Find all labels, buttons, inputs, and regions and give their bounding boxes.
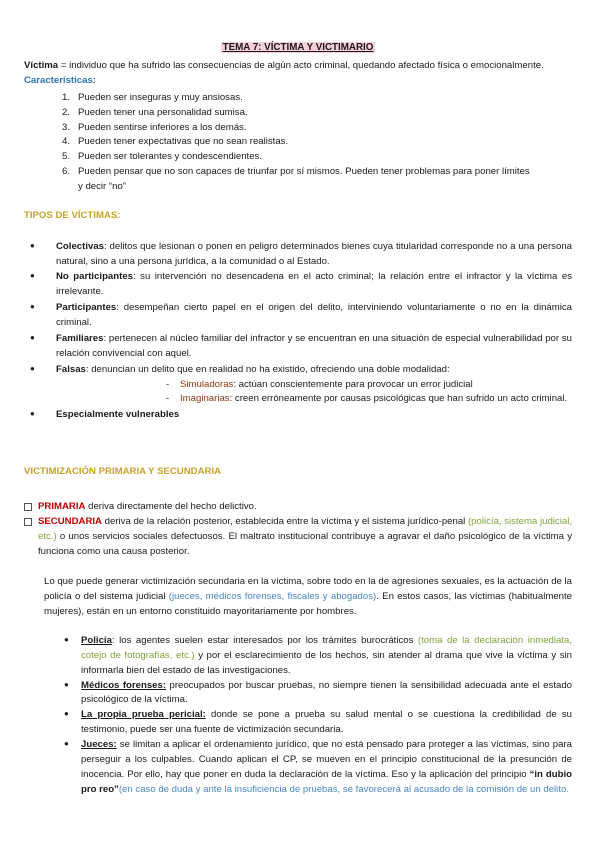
list-item: ● Policía: los agentes suelen estar interesados por los trámites burocráticos (toma de la declaración inmediata, cotejo de fotografías, etc.) y por el esclarecimiento de los hechos, sin atender al drama que vive la víctima y sin informarla bien del estado de las investigaciones.	[64, 634, 572, 676]
list-item: ● La propia prueba pericial: donde se pone a prueba su salud mental o se cuestiona la credibilidad de su testimonio, puede ser una fuente de victimización secundaria.	[64, 709, 572, 736]
list-item: 1. Pueden ser inseguras y muy ansiosas.	[62, 91, 243, 103]
bullet-icon: ●	[30, 302, 35, 312]
tipos-list	[24, 240, 572, 423]
secondary-victimization-paragraph: Lo que puede generar victimización secundaria en la víctima, sobre todo en la de agresiones sexuales, es la actuación de la policía o del sistema judicial (jueces, médicos forenses, fiscales y abogados). En estos casos, las víctimas (habitualmente mujeres), están en un entorno constituido mayoritariamente por hombres.	[44, 576, 572, 618]
list-item: - Simuladoras: actúan conscientemente para provocar un error judicial	[166, 378, 473, 390]
bullet-icon: ●	[30, 332, 35, 342]
falsas-sublist	[56, 378, 572, 408]
bullet-icon: ●	[30, 271, 35, 281]
list-item: ● No participantes: su intervención no desencadena en el acto criminal; la relación entre el infractor y la víctima es irrelevante.	[30, 271, 572, 298]
victima-definition	[24, 59, 572, 74]
list-item: 6. Pueden pensar que no son capaces de triunfar por sí mismos. Pueden tener problemas para poner límites y decir “no”	[62, 166, 530, 193]
bullet-icon: ●	[64, 679, 69, 689]
primaria-item: PRIMARIA deriva directamente del hecho delictivo.	[24, 500, 572, 515]
tipos-heading: TIPOS DE VÍCTIMAS:	[24, 209, 121, 221]
list-item: 2. Pueden tener una personalidad sumisa.	[62, 106, 248, 118]
bullet-icon: ●	[30, 363, 35, 373]
characteristics-list	[24, 91, 572, 195]
definition-text: = individuo que ha sufrido las consecuencias de algún acto criminal, quedando afectado física o emocionalmente.	[58, 60, 544, 72]
victimizacion-heading: VICTIMIZACIÓN PRIMARIA Y SECUNDARIA	[24, 466, 222, 478]
list-item: 4. Pueden tener expectativas que no sean realistas.	[62, 136, 289, 148]
list-item: ● Médicos forenses: preocupados por buscar pruebas, no siempre tienen la sensibilidad adecuada ante el estado psicológico de la víctima.	[64, 679, 572, 706]
definition-term: Víctima	[24, 60, 59, 72]
secundaria-item: SECUNDARIA deriva de la relación posterior, establecida entre la víctima y el sistema jurídico-penal (policía, sistema judicial, etc.) o unos servicios sociales defectuosos. El maltrato institucional contribuye a agravar el daño psicológico de la víctima y funciona como una causa posterior.	[24, 515, 572, 560]
list-item: - Imaginarias: creen erróneamente por causas psicológicas que han sufrido un acto criminal.	[166, 393, 568, 405]
characteristics-heading: Características:	[24, 75, 96, 87]
list-item: ● Falsas: denuncian un delito que en realidad no ha existido, ofreciendo una doble modalidad: - Simuladoras: actúan conscientemente para provocar un error judicial - Imaginarias: creen erróneamente por causas psicológicas que han sufrido un acto criminal.	[24, 363, 572, 408]
list-item: ● Especialmente vulnerables	[30, 409, 180, 421]
bullet-icon: ●	[30, 240, 35, 250]
checkbox-icon	[24, 503, 32, 511]
list-item: 3. Pueden sentirse inferiores a los demás.	[62, 121, 247, 133]
list-item: ● Jueces: se limitan a aplicar el ordenamiento jurídico, que no está pensado para proteger a las víctimas, sino para perseguir a los culpables. Cuando aplican el CP, se mueven en el principio constitucional de la presunción de inocencia. Por ello, hay que poner en duda la declaración de la víctima. Eso y la aplicación del principio “in dubio pro reo”(en caso de duda y ante la insuficiencia de pruebas, se favorecerá al acusado de la comisión de un delito.	[64, 738, 572, 795]
list-item: ● Familiares: pertenecen al núcleo familiar del infractor y se encuentran en una situación de especial vulnerabilidad por su relación convivencial con aquel.	[30, 332, 572, 359]
page-title: TEMA 7: VÍCTIMA Y VICTIMARIO	[222, 42, 374, 53]
bullet-icon: ●	[64, 738, 69, 748]
bullet-icon: ●	[64, 634, 69, 644]
checkbox-icon	[24, 518, 32, 526]
list-item: 5. Pueden ser tolerantes y condescendientes.	[62, 151, 263, 163]
bullet-icon: ●	[64, 709, 69, 719]
roles-list	[24, 634, 572, 797]
list-item: ● Participantes: desempeñan cierto papel en el origen del delito, interviniendo voluntariamente o no en la dinámica criminal.	[30, 302, 572, 329]
bullet-icon: ●	[30, 409, 35, 419]
list-item: ● Colectivas: delitos que lesionan o ponen en peligro determinados bienes cuya titularidad corresponde no a una persona natural, sino a una persona jurídica, a la comunidad o al Estado.	[30, 240, 572, 267]
